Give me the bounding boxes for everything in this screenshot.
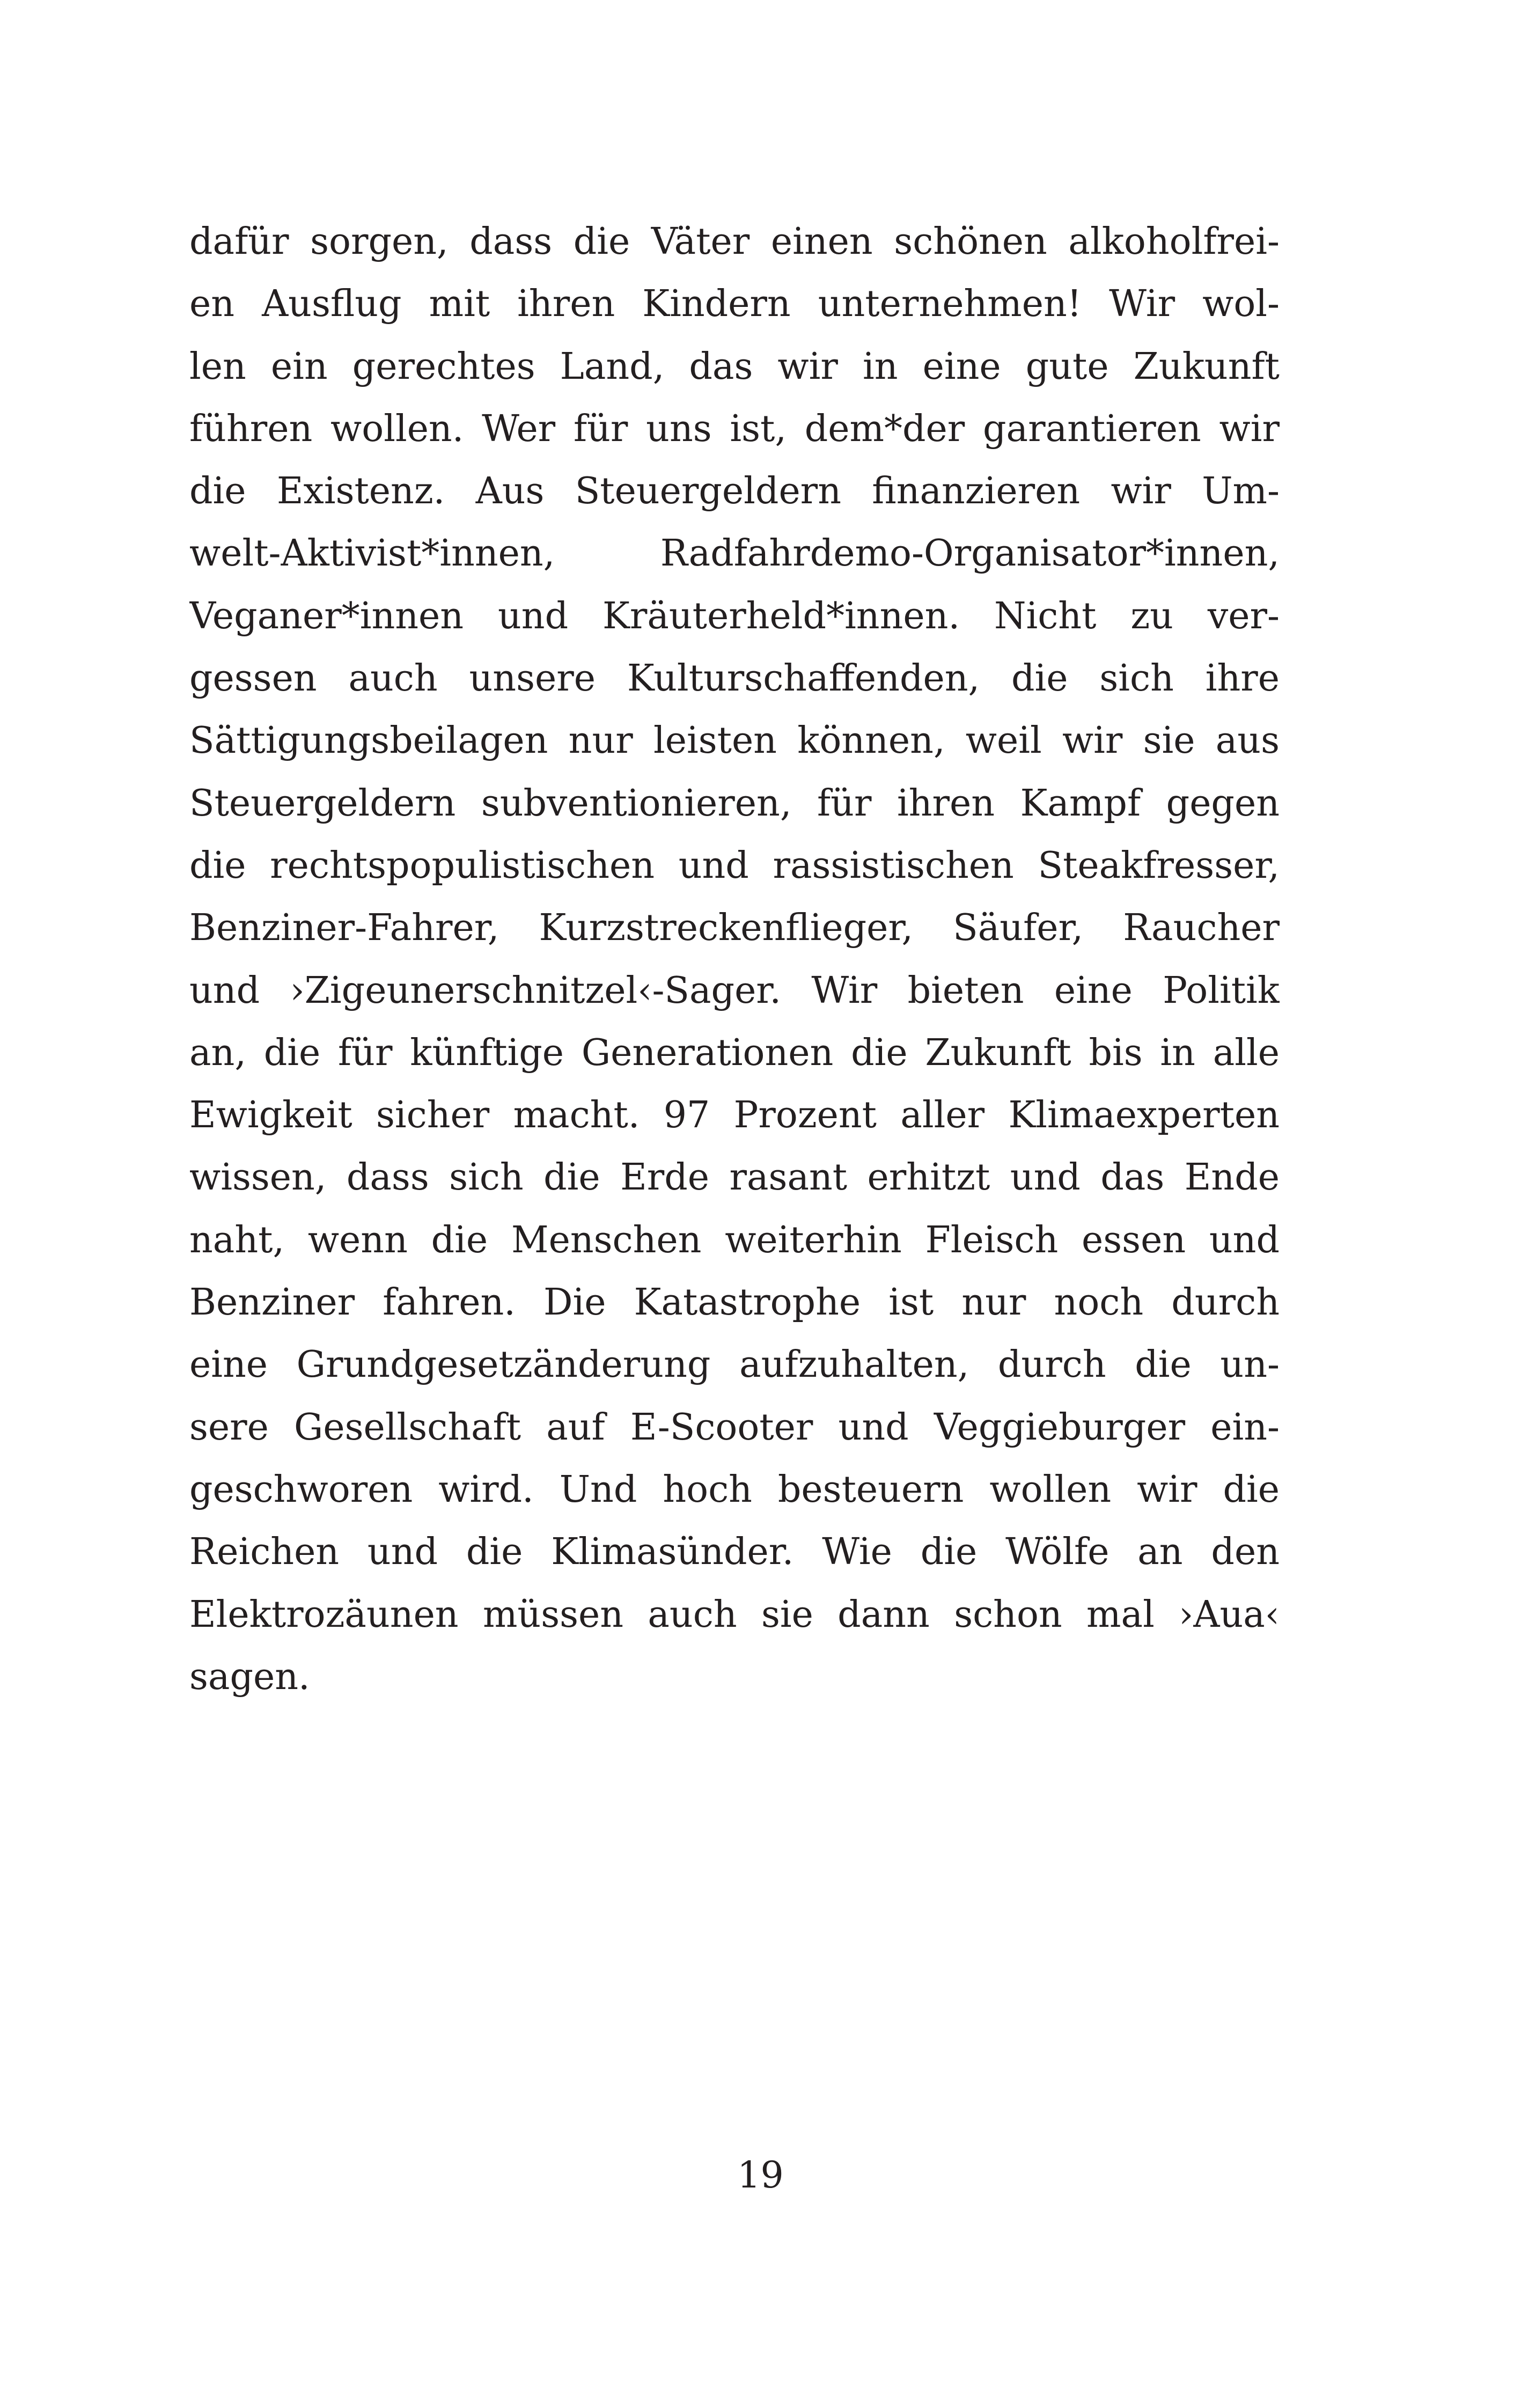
text-line: Benziner-Fahrer, Kurzstreckenflieger, Säufer, Raucher xyxy=(189,907,1280,950)
text-line: führen wollen. Wer für uns ist, dem*der garantieren wir xyxy=(189,407,1280,450)
text-line: Steuergeldern subventionieren, für ihren Kampf gegen xyxy=(189,782,1280,825)
text-line: wissen, dass sich die Erde rasant erhitzt und das Ende xyxy=(189,1156,1280,1199)
text-line-last: sagen. xyxy=(189,1655,310,1698)
body-text xyxy=(189,211,1280,1708)
text-line: Sättigungsbeilagen nur leisten können, weil wir sie aus xyxy=(189,720,1280,762)
text-line: die rechtspopulistischen und rassistischen Steakfresser, xyxy=(189,844,1280,887)
text-line: Veganer*innen und Kräuterheld*innen. Nicht zu ver- xyxy=(189,594,1280,637)
text-line: dafür sorgen, dass die Väter einen schönen alkoholfrei- xyxy=(189,221,1280,263)
text-line: geschworen wird. Und hoch besteuern wollen wir die xyxy=(189,1468,1280,1511)
text-line: und ›Zigeunerschnitzel‹-Sager. Wir bieten eine Politik xyxy=(189,969,1280,1012)
text-line: len ein gerechtes Land, das wir in eine gute Zukunft xyxy=(189,345,1280,388)
text-line: die Existenz. Aus Steuergeldern finanzieren wir Um- xyxy=(189,470,1280,513)
page-number: 19 xyxy=(737,2154,784,2197)
text-line: Reichen und die Klimasünder. Wie die Wölfe an den xyxy=(189,1531,1280,1574)
text-line: eine Grundgesetzänderung aufzuhalten, durch die un- xyxy=(189,1344,1280,1386)
text-line: naht, wenn die Menschen weiterhin Fleisch essen und xyxy=(189,1218,1280,1261)
text-line: Elektrozäunen müssen auch sie dann schon mal ›Aua‹ xyxy=(189,1593,1280,1636)
text-line: gessen auch unsere Kulturschaffenden, die sich ihre xyxy=(189,657,1280,700)
text-line: an, die für künftige Generationen die Zukunft bis in alle xyxy=(189,1031,1280,1074)
text-line: sere Gesellschaft auf E-Scooter und Veggieburger ein- xyxy=(189,1406,1280,1449)
text-line: Ewigkeit sicher macht. 97 Prozent aller Klimaexperten xyxy=(189,1094,1280,1137)
text-line: Benziner fahren. Die Katastrophe ist nur noch durch xyxy=(189,1281,1280,1324)
text-line: en Ausflug mit ihren Kindern unternehmen! Wir wol- xyxy=(189,283,1280,326)
text-line: welt-Aktivist*innen, Radfahrdemo-Organisator*innen, xyxy=(189,532,1280,575)
